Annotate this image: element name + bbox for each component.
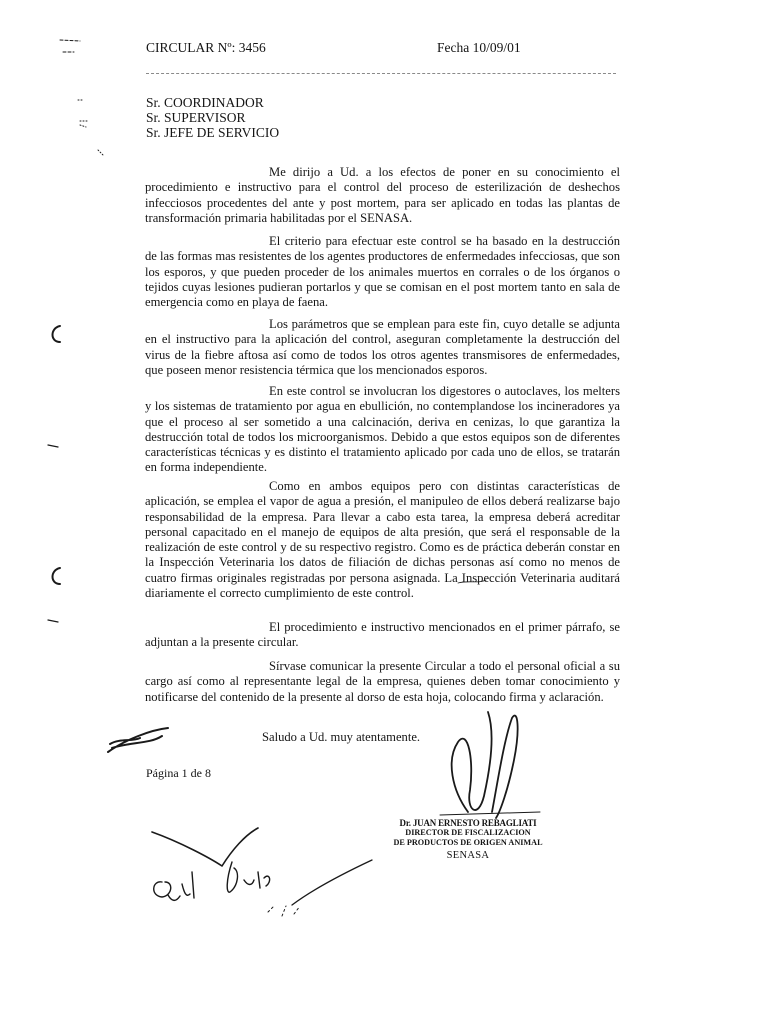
- paragraph-6: El procedimiento e instructivo mencionados en el primer párrafo, se adjuntan a la presente circular.: [145, 620, 620, 650]
- document-date: Fecha 10/09/01: [437, 40, 521, 55]
- paragraph-3: Los parámetros que se emplean para este fin, cuyo detalle se adjunta en el instructivo para la aplicación del control, aseguran completamente la destrucción del virus de la fiebre aftosa así como de todos los otros agentes transmisores de enfermedades, que poseen menor resistencia térmica que los mencionados esporos.: [145, 317, 620, 377]
- addressee-supervisor: Sr. SUPERVISOR: [146, 110, 246, 125]
- paragraph-4: En este control se involucran los digestores o autoclaves, los melters y los sistemas de tratamiento por agua en ebullición, no contemplandose los incineradores ya que el proceso al ser sometido a una calcinación, deriva en cenizas, lo que garantiza la destrucción total de todos los microorganismos. Debido a que estos equipos son de diferentes características técnicas y es distinto el tratamiento aplicado por cada uno de ellos, se tratarán en forma independiente.: [145, 384, 620, 475]
- punch-hole-top: [53, 326, 61, 342]
- page-number: Página 1 de 8: [146, 766, 211, 780]
- signatory-org: SENASA: [446, 850, 490, 861]
- bottom-handwriting: [154, 872, 194, 900]
- signatory-title-1: DIRECTOR DE FISCALIZACION: [405, 828, 531, 837]
- addressee-jefe: Sr. JEFE DE SERVICIO: [146, 125, 280, 140]
- margin-scribble: [108, 728, 168, 752]
- signatory-title-2: DE PRODUCTOS DE ORIGEN ANIMAL: [393, 838, 543, 847]
- bottom-initials-mark: [152, 828, 258, 866]
- paragraph-1: Me dirijo a Ud. a los efectos de poner en su conocimiento el procedimiento e instructivo para el control del proceso de esterilización de deshechos infecciosos procedentes del ante y post mortem, para ser aplicado en todas las plantas de transformación primaria habilitadas por el SENASA.: [145, 165, 620, 225]
- addressee-coordinador: Sr. COORDINADOR: [146, 95, 264, 110]
- paragraph-7: Sírvase comunicar la presente Circular a todo el personal oficial a su cargo así como al representante legal de la empresa, quienes deben tomar conocimiento y notificarse del contenido de la presente al dorso de esta hoja, colocando firma y aclaración.: [145, 659, 620, 704]
- paragraph-2: El criterio para efectuar este control se ha basado en la destrucción de las formas mas resistentes de los agentes productores de enfermedades infecciosas, que son los esporos, y que pueden proceder de los animales muertos en corrales o de los órganos o tejidos cuyas lesiones pudieran portarlos y que se comisan en el post mortem tanto en sala de emergencia como en playa de faena.: [145, 234, 620, 310]
- circular-number: CIRCULAR Nº: 3456: [146, 40, 266, 55]
- signatory-name: Dr. JUAN ERNESTO REBAGLIATI: [399, 818, 537, 828]
- main-signature: [452, 712, 518, 818]
- punch-hole-bottom: [53, 568, 61, 584]
- closing-salutation: Saludo a Ud. muy atentamente.: [262, 730, 421, 744]
- paragraph-5: Como en ambos equipos pero con distintas características de aplicación, se emplea el vapor de agua a presión, el manipuleo de ellos deberá realizarse bajo responsabilidad de la empresa. Para llevar a cabo esta tarea, la empresa deberá acreditar personal capacitado en el manejo de equipos de alta presión, que será el responsable de la realización de este control y de su respectivo registro. Como es de práctica deberán constar en la Inspección Veterinaria los datos de filiación de dichas personas así como no menos de cuatro firmas originales registradas por persona asignada. La Inspección Veterinaria auditará diariamente el correcto cumplimiento de este control.: [145, 479, 620, 601]
